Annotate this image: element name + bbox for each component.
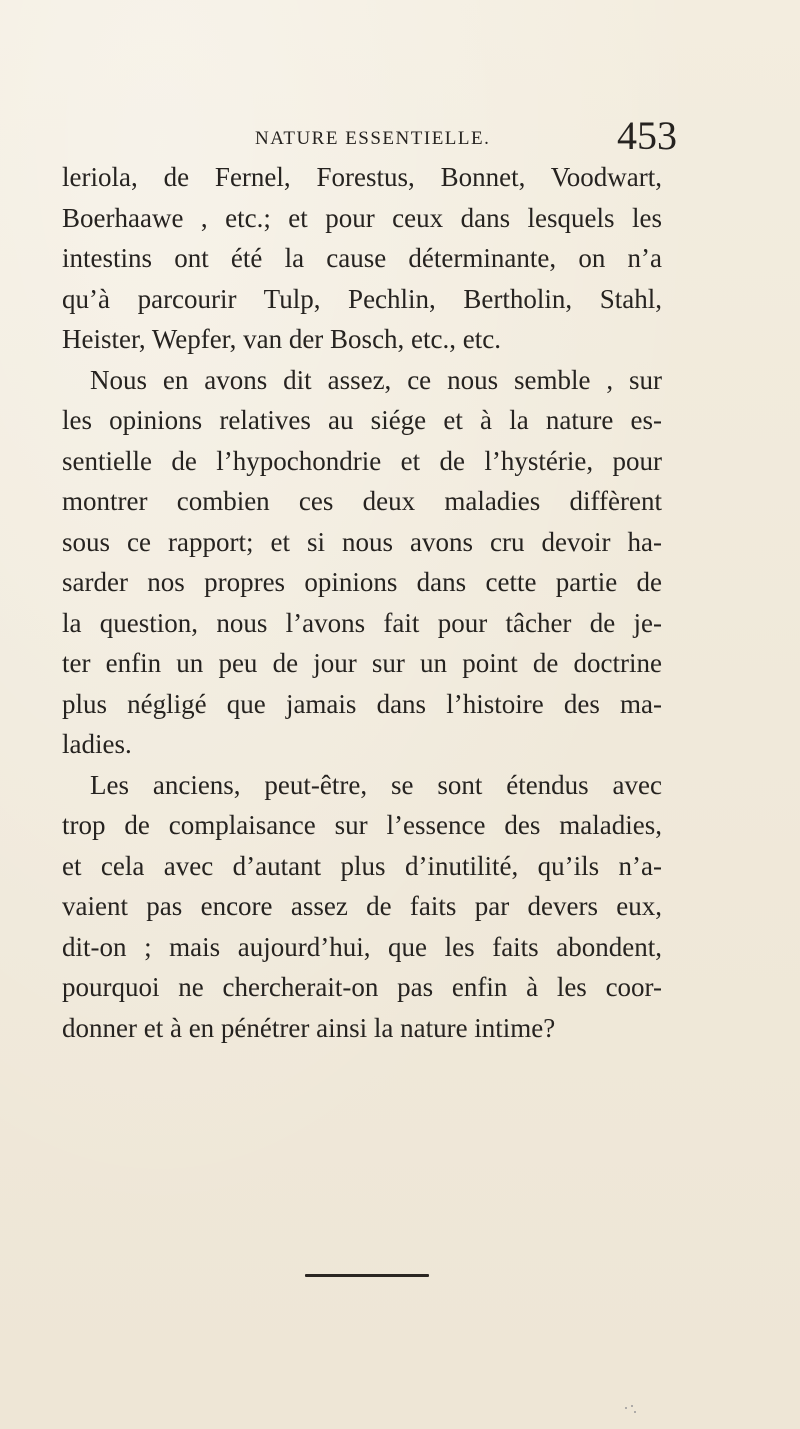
text-line: vaient pas encore assez de faits par devers eux, <box>62 891 662 921</box>
section-end-rule <box>305 1274 429 1277</box>
text-line: leriola, de Fernel, Forestus, Bonnet, Voodwart, <box>62 162 662 192</box>
text-line: trop de complaisance sur l’essence des maladies, <box>62 810 662 840</box>
text-line: montrer combien ces deux maladies diffèrent <box>62 486 662 516</box>
text-line: qu’à parcourir Tulp, Pechlin, Bertholin, Stahl, <box>62 283 662 314</box>
text-line: Boerhaawe , etc.; et pour ceux dans lesquels les <box>62 202 662 233</box>
text-line: Heister, Wepfer, van der Bosch, etc., etc. <box>62 324 501 354</box>
text-line: pourquoi ne chercherait-on pas enfin à les coor- <box>62 972 662 1002</box>
text-line: les opinions relatives au siége et à la nature es- <box>62 405 662 435</box>
text-line: plus négligé que jamais dans l’histoire des ma- <box>62 688 662 719</box>
text-line: la question, nous l’avons fait pour tâcher de je- <box>62 607 662 638</box>
body-text <box>62 157 662 1048</box>
text-line: et cela avec d’autant plus d’inutilité, qu’ils n’a- <box>62 850 662 881</box>
paper-specks <box>625 1405 637 1417</box>
text-line: ter enfin un peu de jour sur un point de doctrine <box>62 648 662 678</box>
page-number: 453 <box>617 113 677 158</box>
text-line: Les anciens, peut-être, se sont étendus avec <box>90 769 662 800</box>
text-line: dit-on ; mais aujourd’hui, que les faits abondent, <box>62 931 662 962</box>
text-line: sarder nos propres opinions dans cette partie de <box>62 567 662 597</box>
text-line: sous ce rapport; et si nous avons cru devoir ha- <box>62 526 662 557</box>
text-line: Nous en avons dit assez, ce nous semble , sur <box>90 364 662 395</box>
text-line: ladies. <box>62 729 132 759</box>
text-line: donner et à en pénétrer ainsi la nature intime? <box>62 1012 556 1043</box>
text-line: intestins ont été la cause déterminante, on n’a <box>62 243 662 273</box>
running-head: NATURE ESSENTIELLE. <box>255 128 491 149</box>
text-line: sentielle de l’hypochondrie et de l’hystérie, pour <box>62 445 662 476</box>
